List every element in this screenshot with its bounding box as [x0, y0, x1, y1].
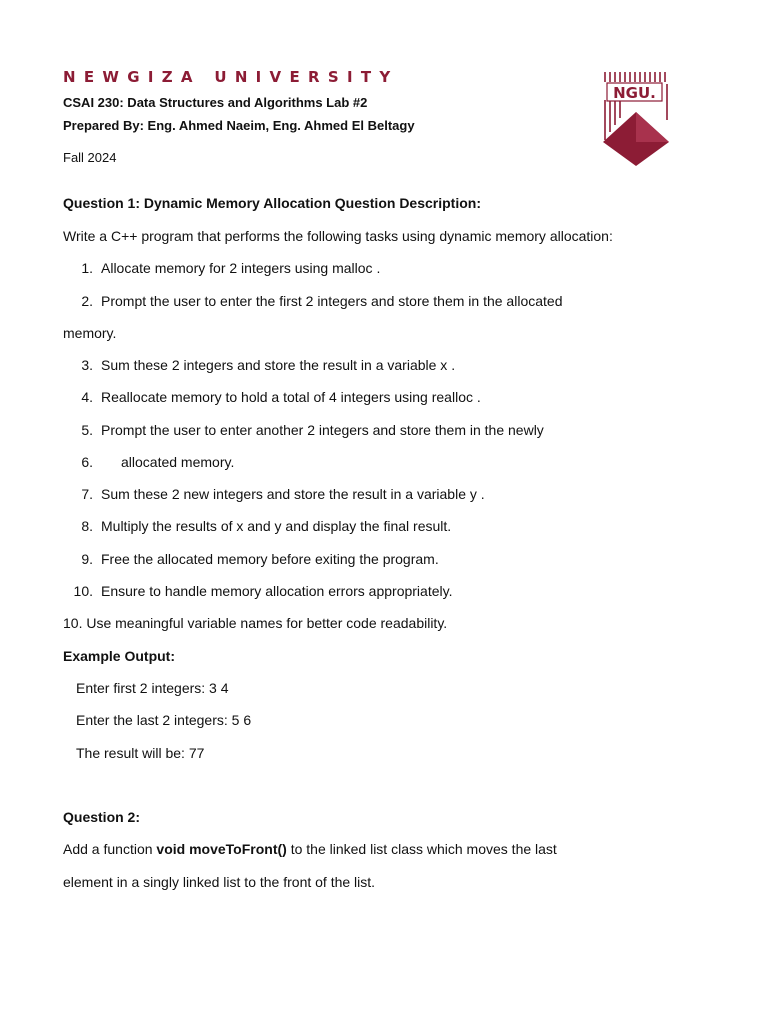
list-number: 8.: [81, 518, 93, 534]
university-name: NEWGIZA UNIVERSITY: [63, 68, 399, 86]
list-number: 1.: [81, 260, 93, 276]
list-number: 9.: [81, 551, 93, 567]
university-logo: [601, 70, 671, 168]
list-text: Free the allocated memory before exiting the program.: [101, 551, 439, 567]
list-number: 2.: [81, 293, 93, 309]
list-number: 3.: [81, 357, 93, 373]
logo-text: NGU.: [613, 84, 656, 102]
list-text: Ensure to handle memory allocation errors appropriately.: [101, 583, 453, 599]
prepared-by: Prepared By: Eng. Ahmed Naeim, Eng. Ahmed El Beltagy: [63, 118, 415, 133]
extra-instruction: 10. Use meaningful variable names for better code readability.: [63, 615, 448, 631]
example-line: Enter first 2 integers: 3 4: [76, 680, 229, 696]
term: Fall 2024: [63, 150, 117, 165]
list-continuation: memory.: [63, 325, 117, 341]
q2-text-after: to the linked list class which moves the last: [286, 841, 557, 857]
list-text: Multiply the results of x and y and display the final result.: [101, 518, 452, 534]
list-number: 10.: [73, 583, 93, 599]
list-text: Sum these 2 new integers and store the result in a variable y .: [101, 486, 485, 502]
list-number: 7.: [81, 486, 93, 502]
question-1-intro: Write a C++ program that performs the following tasks using dynamic memory allocation:: [63, 228, 613, 244]
question-1-title: Question 1: Dynamic Memory Allocation Question Description:: [63, 195, 481, 211]
list-number: 5.: [81, 422, 93, 438]
example-line: Enter the last 2 integers: 5 6: [76, 712, 252, 728]
course-title: CSAI 230: Data Structures and Algorithms Lab #2: [63, 95, 368, 110]
function-name: void moveToFront(): [156, 841, 287, 857]
list-text: Prompt the user to enter another 2 integers and store them in the newly: [101, 422, 544, 438]
question-2-line-1: [63, 841, 557, 857]
ngu-logo-icon: [601, 70, 671, 168]
question-2-line-2: element in a singly linked list to the front of the list.: [63, 874, 376, 890]
list-number: 6.: [81, 454, 93, 470]
example-output-title: Example Output:: [63, 648, 176, 664]
question-2-title: Question 2:: [63, 809, 141, 825]
q2-text-before: Add a function: [63, 841, 157, 857]
example-line: The result will be: 77: [76, 745, 205, 761]
list-text: Allocate memory for 2 integers using malloc .: [101, 260, 381, 276]
list-text: Reallocate memory to hold a total of 4 integers using realloc .: [101, 389, 481, 405]
list-text: allocated memory.: [121, 454, 235, 470]
list-text: Prompt the user to enter the first 2 integers and store them in the allocated: [101, 293, 563, 309]
list-text: Sum these 2 integers and store the result in a variable x .: [101, 357, 456, 373]
list-number: 4.: [81, 389, 93, 405]
